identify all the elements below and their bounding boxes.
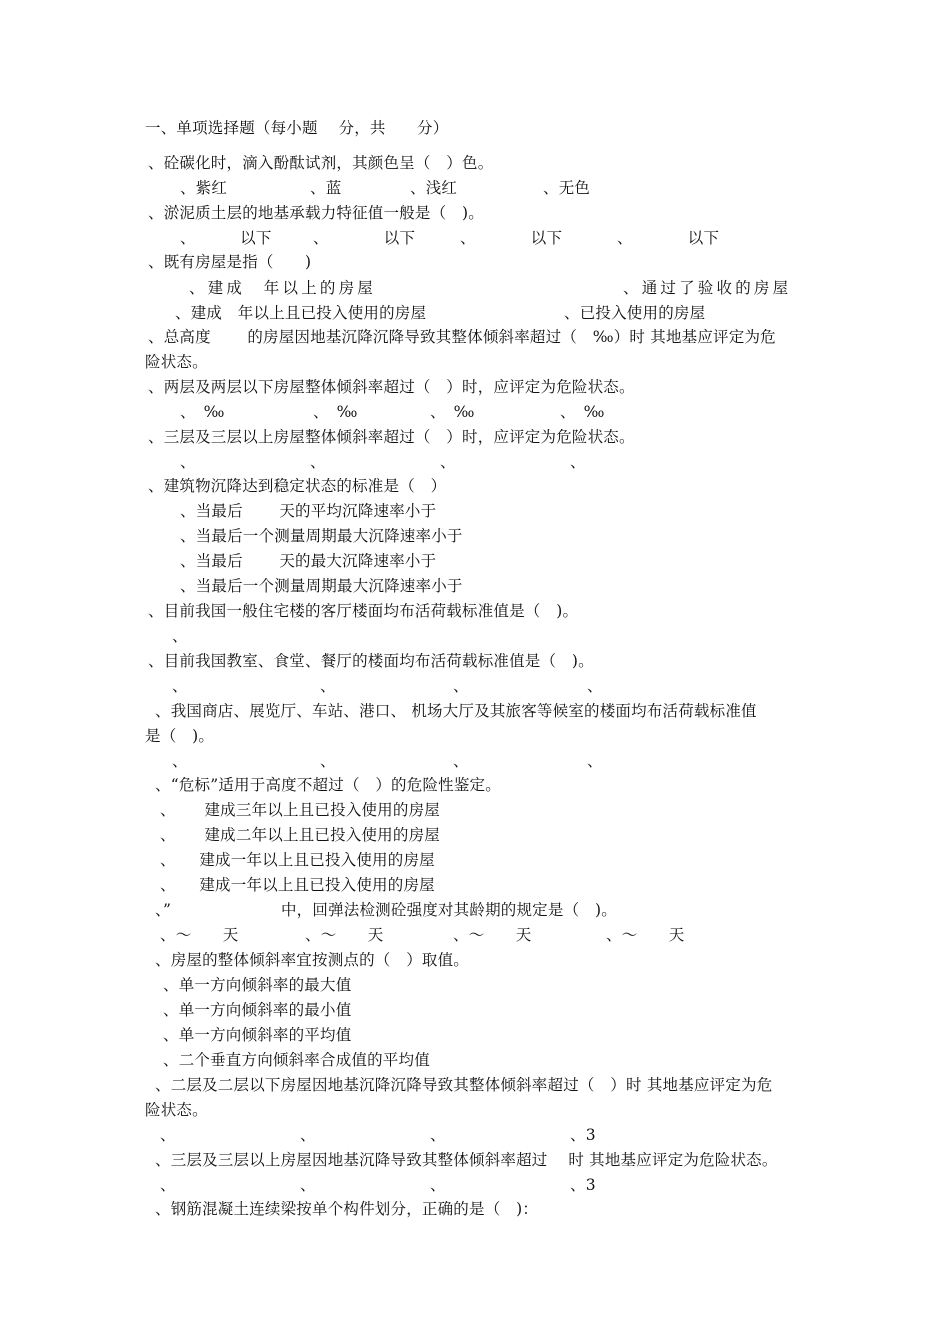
option-b: 、蓝 — [310, 179, 342, 197]
question-stem: 、三层及三层以上房屋因地基沉降导致其整体倾斜率超过 时 其地基应评定为危险状态。 — [155, 1151, 778, 1169]
question-stem: 、目前我国教室、食堂、餐厅的楼面均布活荷载标准值是（ )。 — [148, 652, 594, 670]
question-stem: 、既有房屋是指（ ) — [148, 253, 312, 271]
question-stem: 、房屋的整体倾斜率宜按测点的（ ）取值。 — [155, 951, 470, 969]
option-a: 、紫红 — [180, 179, 228, 197]
option-d: 、 ‰ — [560, 403, 605, 421]
option-d: 、 — [587, 677, 603, 695]
option-a: 、 ‰ — [180, 403, 225, 421]
option-c: 、 — [453, 752, 469, 770]
option-d: 、二个垂直方向倾斜率合成值的平均值 — [163, 1051, 430, 1069]
question-stem: 、三层及三层以上房屋整体倾斜率超过（ ）时，应评定为危险状态。 — [148, 428, 635, 446]
question-stem: 、“危标”适用于高度不超过（ ）的危险性鉴定。 — [155, 776, 501, 794]
question-stem-line2: 险状态。 — [145, 1101, 208, 1119]
question-stem: 、目前我国一般住宅楼的客厅楼面均布活荷载标准值是（ )。 — [148, 602, 579, 620]
option-d: 、～ 天 — [606, 926, 685, 944]
option-b: 、通过了验收的房屋 — [623, 279, 792, 297]
option-c: 、浅红 — [410, 179, 458, 197]
option-d: 、 建成一年以上且已投入使用的房屋 — [160, 876, 435, 894]
option-a: 、 — [180, 453, 196, 471]
option-d: 、 以下 — [617, 229, 720, 247]
option-c: 、当最后 天的最大沉降速率小于 — [180, 552, 437, 570]
option-d: 、无色 — [543, 179, 591, 197]
option-c: 、 — [440, 453, 456, 471]
option-c: 、～ 天 — [453, 926, 532, 944]
question-stem-line2: 是（ )。 — [145, 727, 215, 745]
option-c: 、建成 年以上且已投入使用的房屋 — [175, 304, 427, 322]
question-stem: 、砼碳化时，滴入酚酞试剂，其颜色呈（ ）色。 — [148, 154, 494, 172]
option-b: 、 — [300, 1126, 316, 1144]
question-stem-line1: 、二层及二层以下房屋因地基沉降沉降导致其整体倾斜率超过（ ）时 其地基应评定为危 — [155, 1076, 773, 1094]
option-b: 、 建成二年以上且已投入使用的房屋 — [160, 826, 440, 844]
option-b: 、～ 天 — [305, 926, 384, 944]
question-stem-line1: 、我国商店、展览厅、车站、港口、 机场大厅及其旅客等候室的楼面均布活荷载标准值 — [155, 702, 757, 720]
question-stem-line2: 险状态。 — [145, 353, 208, 371]
option-a: 、 以下 — [180, 229, 272, 247]
option-b: 、 — [300, 1176, 316, 1194]
option-d: 、已投入使用的房屋 — [564, 304, 706, 322]
question-stem: 、钢筋混凝土连续梁按单个构件划分，正确的是（ )： — [155, 1200, 539, 1218]
option-c: 、 — [430, 1176, 446, 1194]
option-b: 、 ‰ — [313, 403, 358, 421]
option-a: 、 — [172, 752, 188, 770]
option-a: 、 — [172, 627, 188, 645]
option-c: 、 ‰ — [430, 403, 475, 421]
option-b: 、单一方向倾斜率的最小值 — [163, 1001, 352, 1019]
option-d: 、3 — [570, 1126, 596, 1144]
option-c: 、 — [430, 1126, 446, 1144]
option-d: 、 — [570, 453, 586, 471]
option-b: 、 — [320, 752, 336, 770]
option-c: 、 — [453, 677, 469, 695]
option-b: 、 — [310, 453, 326, 471]
option-c: 、 以下 — [460, 229, 563, 247]
section-title: 一、单项选择题（每小题 分，共 分） — [145, 119, 449, 137]
option-a: 、 — [172, 677, 188, 695]
option-c: 、单一方向倾斜率的平均值 — [163, 1026, 352, 1044]
option-b: 、 以下 — [313, 229, 416, 247]
option-d: 、3 — [570, 1176, 596, 1194]
option-a: 、 — [160, 1176, 176, 1194]
question-stem: 、两层及两层以下房屋整体倾斜率超过（ ）时，应评定为危险状态。 — [148, 378, 635, 396]
option-b: 、当最后一个测量周期最大沉降速率小于 — [180, 527, 463, 545]
question-stem-line1: 、总高度 的房屋因地基沉降沉降导致其整体倾斜率超过（ ‰）时 其地基应评定为危 — [148, 328, 776, 346]
option-a: 、～ 天 — [160, 926, 239, 944]
question-stem: 、淤泥质土层的地基承载力特征值一般是（ )。 — [148, 204, 484, 222]
option-a: 、单一方向倾斜率的最大值 — [163, 976, 352, 994]
option-a: 、 — [160, 1126, 176, 1144]
question-stem: 、建筑物沉降达到稳定状态的标准是（ ） — [148, 477, 447, 495]
option-d: 、当最后一个测量周期最大沉降速率小于 — [180, 577, 463, 595]
option-a: 、 建成三年以上且已投入使用的房屋 — [160, 801, 440, 819]
option-a: 、当最后 天的平均沉降速率小于 — [180, 502, 437, 520]
question-stem: 、” 中，回弹法检测砼强度对其龄期的规定是（ )。 — [155, 901, 617, 919]
option-c: 、 建成一年以上且已投入使用的房屋 — [160, 851, 435, 869]
option-d: 、 — [587, 752, 603, 770]
option-b: 、 — [320, 677, 336, 695]
option-a: 、建成 年以上的房屋 — [189, 279, 377, 297]
